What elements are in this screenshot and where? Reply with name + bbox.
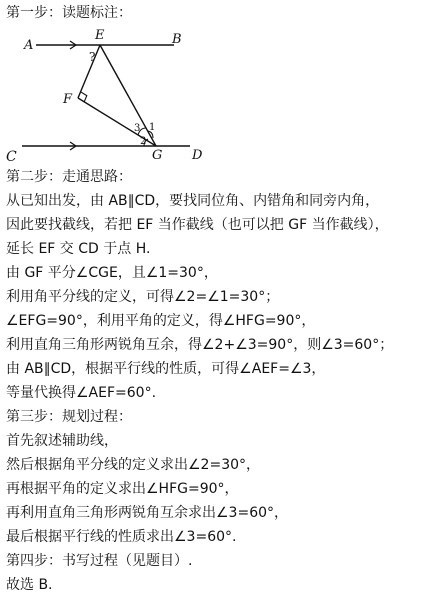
label-g: G [152,148,163,160]
label-b: B [172,32,182,47]
label-c: C [6,149,17,165]
text-line: 最后根据平行线的性质求出∠3=60°. [6,529,237,545]
text-line: 从已知出发，由 AB∥CD，要找同位角、内错角和同旁内角， [6,193,380,209]
text-line: 由 GF 平分∠CGE，且∠1=30°， [6,265,218,281]
text-line: 再利用直角三角形两锐角互余求出∠3=60°， [6,505,289,521]
text-line: 由 AB∥CD，根据平行线的性质，可得∠AEF=∠3， [6,361,326,377]
label-e: E [95,28,105,43]
label-d: D [192,148,203,160]
geometry-figure [22,28,218,160]
label-f: F [63,92,73,107]
text-line: 首先叙述辅助线， [6,433,118,449]
text-line: 再根据平角的定义求出∠HFG=90°， [6,481,239,497]
text-line: ∠EFG=90°，利用平角的定义，得∠HFG=90°， [6,313,316,329]
text-line: 然后根据角平分线的定义求出∠2=30°， [6,457,261,473]
step-4-heading: 第四步：书写过程（见题目）. [6,553,193,569]
text-line: 因此要找截线，若把 EF 当作截线（也可以把 GF 当作截线）， [6,217,389,233]
text-line: 等量代换得∠AEF=60°. [6,385,157,401]
label-angle-1: 1 [149,122,156,133]
label-angle-3: 3 [134,123,141,134]
answer-line: 故选 B. [6,577,53,593]
step-1-heading: 第一步：读题标注： [6,5,132,21]
geometry-diagram [22,28,218,160]
label-angle-2: 2 [140,136,147,147]
step-2-heading: 第二步：走通思路： [6,169,132,185]
text-line: 利用直角三角形两锐角互余，得∠2+∠3=90°，则∠3=60°； [6,337,394,353]
text-line: 延长 EF 交 CD 于点 H. [6,241,151,257]
step-3-heading: 第三步：规划过程： [6,409,132,425]
label-a: A [24,38,34,53]
question-mark: ? [89,50,96,64]
text-line: 利用角平分线的定义，可得∠2=∠1=30°； [6,289,280,305]
segment-eg [100,45,156,146]
